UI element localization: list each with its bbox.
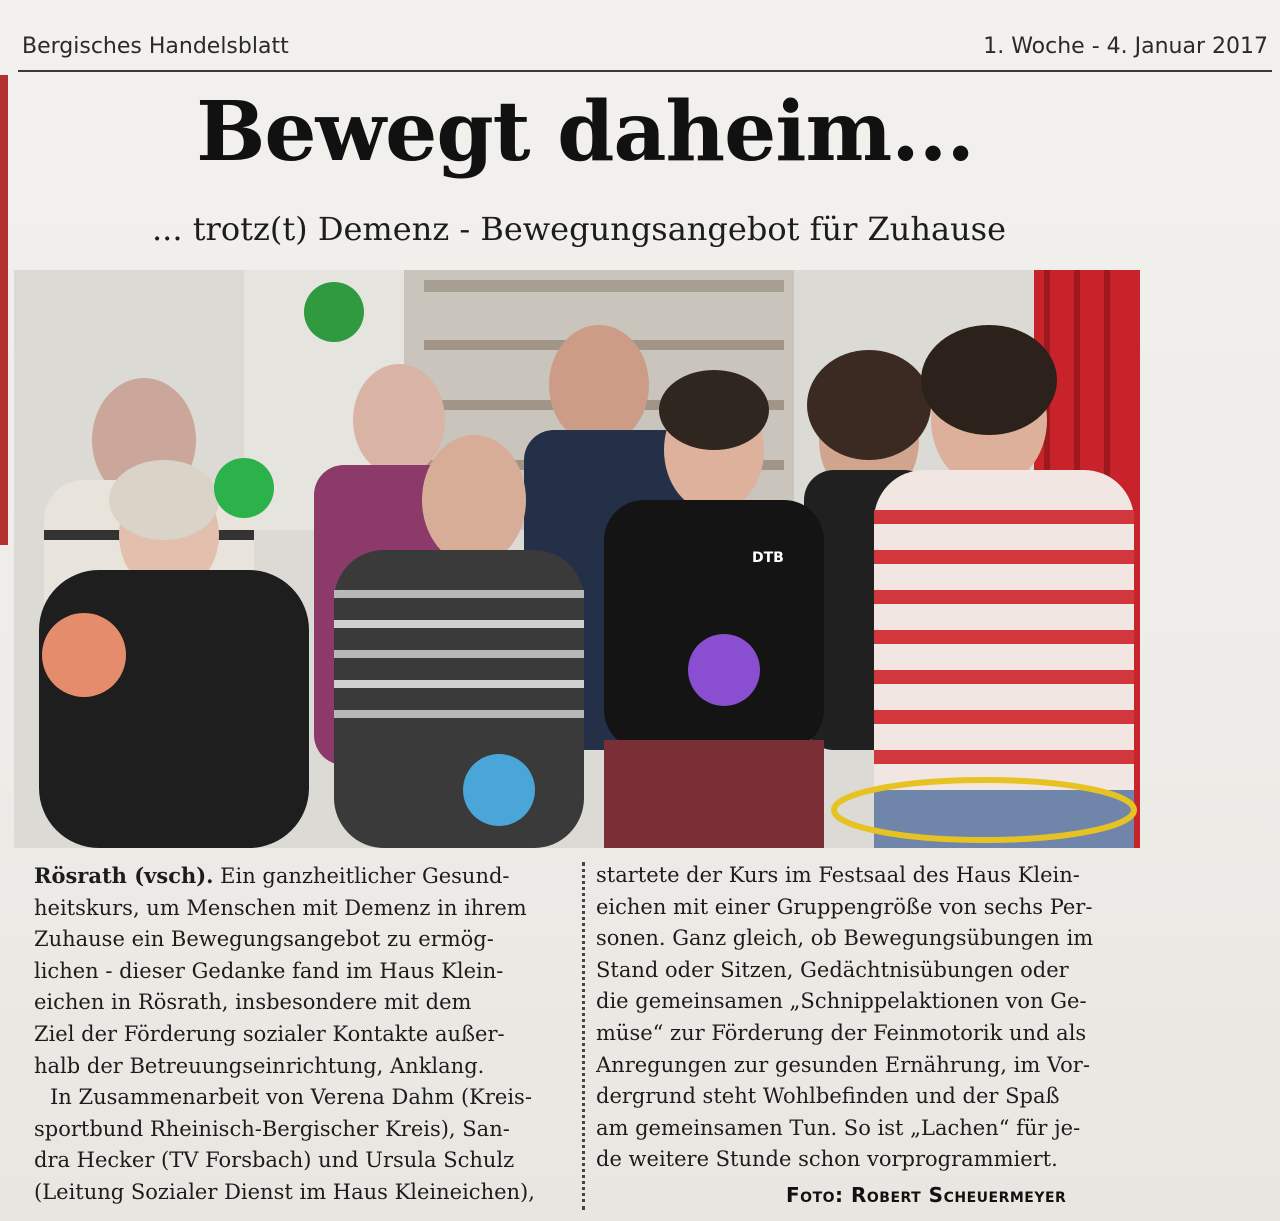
group-photo-illustration <box>14 270 1140 848</box>
column-2-line: die gemeinsamen „Schnippelaktionen von Ge- <box>596 989 1087 1014</box>
article-lead-dateline: Rösrath (vsch). <box>34 863 214 888</box>
column-1-line: (Leitung Sozialer Dienst im Haus Kleineichen), <box>34 1179 535 1204</box>
column-2-line: müse“ zur Förderung der Feinmotorik und als <box>596 1020 1087 1045</box>
purple-ball <box>688 634 760 706</box>
article-column-2 <box>596 860 1093 1176</box>
header-rule <box>18 70 1272 72</box>
column-2-line: eichen mit einer Gruppengröße von sechs Per- <box>596 894 1093 919</box>
column-2-line: sonen. Ganz gleich, ob Bewegungsübungen im <box>596 926 1094 951</box>
column-1-line: heitskurs, um Menschen mit Demenz in ihrem <box>34 895 527 920</box>
column-2-line: de weitere Stunde schon vorprogrammiert. <box>596 1147 1058 1172</box>
column-1-line: lichen - dieser Gedanke fand im Haus Klein- <box>34 958 504 983</box>
column-2-line: am gemeinsamen Tun. So ist „Lachen“ für je- <box>596 1115 1081 1140</box>
green-ball <box>214 458 274 518</box>
column-1-line: halb der Betreuungseinrichtung, Anklang. <box>34 1053 485 1078</box>
issue-date: 1. Woche - 4. Januar 2017 <box>983 34 1268 59</box>
column-2-line: Stand oder Sitzen, Gedächtnisübungen oder <box>596 957 1069 982</box>
article-headline: Bewegt daheim... <box>196 84 974 180</box>
article-subheadline: ... trotz(t) Demenz - Bewegungsangebot für Zuhause <box>152 210 1007 248</box>
column-1-line: sportbund Rheinisch-Bergischer Kreis), San- <box>34 1116 510 1141</box>
publication-name: Bergisches Handelsblatt <box>22 34 289 59</box>
column-1-line: eichen in Rösrath, insbesondere mit dem <box>34 990 472 1015</box>
column-1-line: dra Hecker (TV Forsbach) und Ursula Schulz <box>34 1148 515 1173</box>
article-column-1 <box>34 860 535 1209</box>
photo-credit: Foto: Robert Scheuermeyer <box>786 1183 1067 1207</box>
green-ball-raised <box>304 282 364 342</box>
column-divider <box>582 862 585 1210</box>
orange-ball <box>42 613 126 697</box>
column-1-line-text: Ein ganzheitlicher Gesund- <box>213 864 510 888</box>
column-1-line <box>34 860 535 893</box>
column-1-line: In Zusammenarbeit von Verena Dahm (Kreis- <box>50 1085 532 1110</box>
column-1-line: Zuhause ein Bewegungsangebot zu ermög- <box>34 927 494 952</box>
column-2-line: startete der Kurs im Festsaal des Haus Klein- <box>596 863 1080 887</box>
column-2-line: dergrund steht Wohlbefinden und der Spaß <box>596 1084 1060 1109</box>
group-photo <box>14 270 1140 848</box>
blue-ball <box>463 754 535 826</box>
column-1-line: Ziel der Förderung sozialer Kontakte außer- <box>34 1021 505 1046</box>
shirt-logo-text: DTB <box>752 550 784 566</box>
column-2-line: Anregungen zur gesunden Ernährung, im Vor- <box>596 1052 1090 1077</box>
